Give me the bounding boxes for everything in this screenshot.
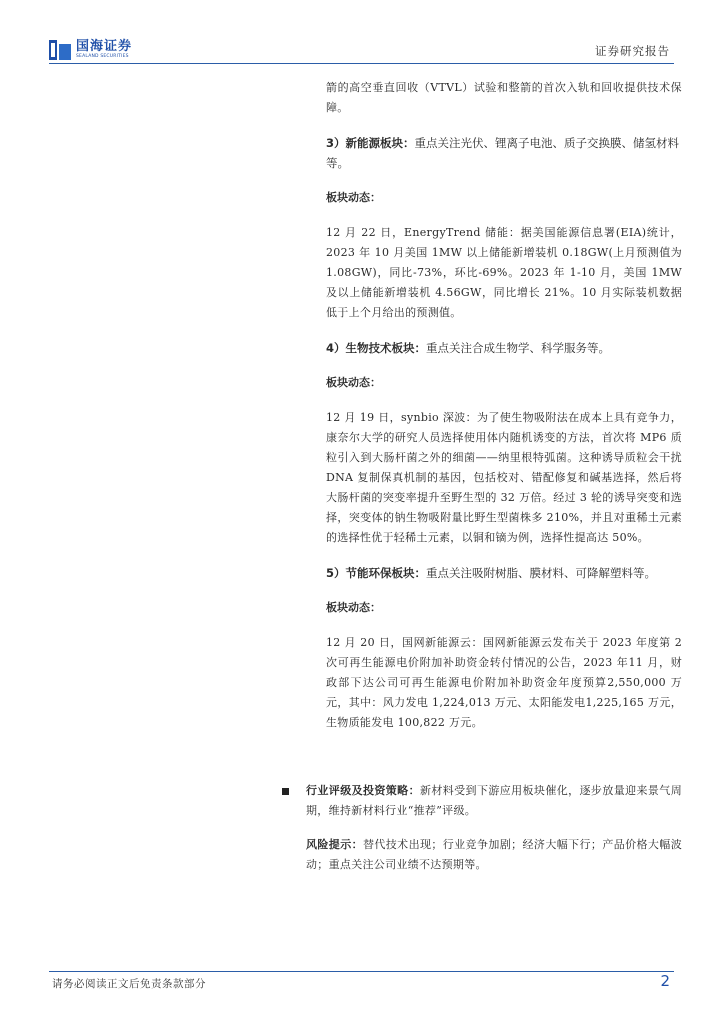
sector-news-paragraph: 12 月 22 日，EnergyTrend 储能：据美国能源信息署(EIA)统计，2023 年 10 月美国 1MW 以上储能新增装机 0.18GW(上月预测值为1.08GW)，同比-73%，环比-69%。2023 年 1-10 月，美国 1MW 及以上储能新增装机 4.56GW，同比增长 21%。10 月实际装机数据低于上个月给出的预测值。 xyxy=(326,226,682,319)
sector-news-label: 板块动态： xyxy=(326,191,381,204)
strategy-block xyxy=(282,781,682,875)
risk-lead: 风险提示： xyxy=(306,838,363,851)
section-eco-heading xyxy=(326,563,682,583)
section-biotech-heading xyxy=(326,338,682,358)
strategy-lead: 行业评级及投资策略： xyxy=(306,784,420,797)
section-focus: 重点关注光伏、锂离子电池、质子交换膜、储氢材料等。 xyxy=(326,136,680,170)
main-content xyxy=(326,78,682,733)
sector-news-paragraph: 12 月 19 日，synbio 深波：为了使生物吸附法在成本上具有竞争力，康奈尔大学的研究人员选择使用体内随机诱变的方法，首次将 MP6 质粒引入到大肠杆菌之外的细菌——纳里根特弧菌。这种诱导质粒会干扰 DNA 复制保真机制的基因，包括校对、错配修复和碱基选择，然后将大肠杆菌的突变率提升至野生型的 32 万倍。经过 3 轮的诱导突变和选择，突变体的钠生物吸附量比野生型菌株多 210%，并且对重稀土元素的选择性优于轻稀土元素，以铜和镝为例，选择性提高达 50%。 xyxy=(326,411,682,544)
sector-news-label: 板块动态： xyxy=(326,376,381,389)
footer-disclaimer: 请务必阅读正文后免责条款部分 xyxy=(52,978,206,990)
section-focus: 重点关注合成生物学、科学服务等。 xyxy=(426,341,611,355)
section-title: 3）新能源板块： xyxy=(326,136,415,150)
risk-text: 替代技术出现；行业竞争加剧；经济大幅下行；产品价格大幅波动；重点关注公司业绩不达预期等。 xyxy=(306,838,682,871)
header-divider xyxy=(49,63,674,64)
strategy-text: 新材料受到下游应用板块催化，逐步放量迎来景气周期，维持新材料行业“推荐”评级。 xyxy=(306,784,682,817)
logo-name-en: SEALAND SECURITIES xyxy=(76,54,129,59)
strategy-paragraph xyxy=(306,781,682,821)
logo-mark-icon xyxy=(49,40,71,60)
page-header xyxy=(0,0,724,70)
logo-name-cn: 国海证券 xyxy=(76,39,133,54)
risk-paragraph xyxy=(306,835,682,875)
footer-divider xyxy=(49,971,674,972)
bullet-square-icon xyxy=(282,788,289,795)
section-new-energy-heading xyxy=(326,133,682,173)
section-title: 4）生物技术板块： xyxy=(326,341,427,355)
report-type: 证券研究报告 xyxy=(595,44,670,58)
sector-news-paragraph: 12 月 20 日，国网新能源云：国网新能源云发布关于 2023 年度第 2 次可再生能源电价附加补助资金转付情况的公告，2023 年11 月，财政部下达公司可再生能源电价附加补助资金年度预算2,550,000 万元，其中：风力发电 1,224,013 万元、太阳能发电1,225,165 万元，生物质能发电 100,822 万元。 xyxy=(326,636,682,729)
sector-news-label: 板块动态： xyxy=(326,601,381,614)
section-title: 5）节能环保板块： xyxy=(326,566,427,580)
section-focus: 重点关注吸附树脂、膜材料、可降解塑料等。 xyxy=(426,566,657,580)
page-number: 2 xyxy=(660,972,670,990)
company-logo xyxy=(49,40,132,60)
intro-paragraph: 箭的高空垂直回收（VTVL）试验和整箭的首次入轨和回收提供技术保障。 xyxy=(326,81,682,114)
